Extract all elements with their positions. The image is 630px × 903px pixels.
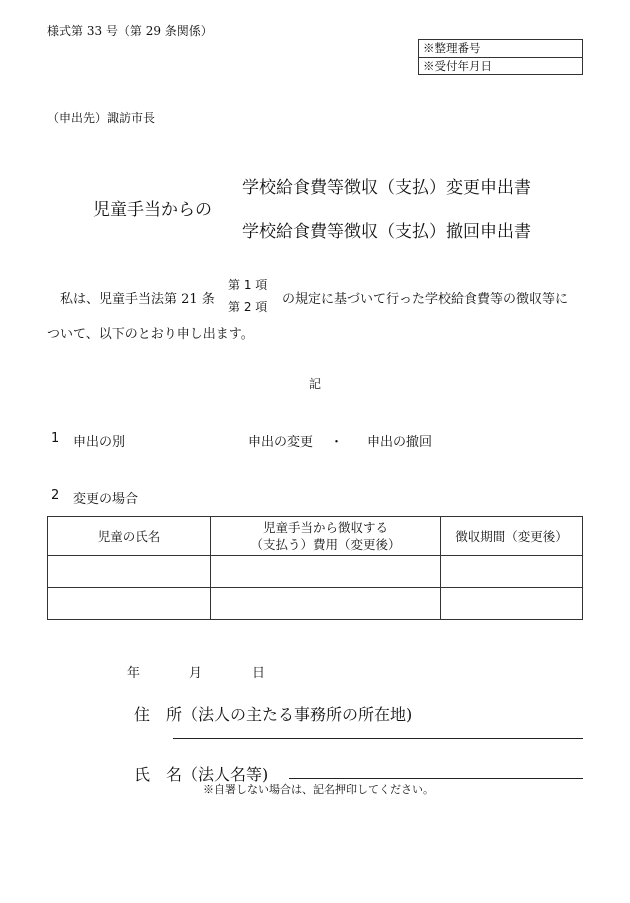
header-period: 徴収期間（変更後）: [441, 517, 583, 556]
header-fee-line1: 児童手当から徴収する: [262, 520, 388, 535]
clause-paragraph-2: 第 2 項: [228, 300, 268, 314]
address-line[interactable]: [173, 738, 583, 739]
option-withdraw[interactable]: 申出の撤回: [367, 435, 433, 450]
cell-child-name[interactable]: [48, 588, 211, 620]
intro-text-1: 私は、児童手当法第 21 条: [60, 292, 215, 307]
header-fee-line2: （支払う）費用（変更後）: [250, 537, 401, 552]
reception-number-cell: ※整理番号: [423, 41, 481, 55]
cell-fee[interactable]: [211, 588, 441, 620]
title-withdraw: 学校給食費等徴収（支払）撤回申出書: [242, 222, 531, 242]
address-label: 住 所（法人の主たる事務所の所在地): [134, 705, 413, 724]
intro-text-2: の規定に基づいて行った学校給食費等の徴収等に: [282, 292, 569, 307]
change-table: [47, 516, 583, 620]
header-fee: [211, 517, 441, 556]
header-child-name: 児童の氏名: [48, 517, 211, 556]
section1-number: 1: [51, 431, 60, 446]
signature-note: ※自署しない場合は、記名押印してください。: [203, 783, 434, 796]
table-header-row: [48, 517, 583, 556]
date-month[interactable]: 月: [189, 666, 203, 681]
title-prefix: 児童手当からの: [93, 200, 212, 220]
reception-box: [418, 39, 583, 75]
reception-date-cell: ※受付年月日: [419, 57, 582, 74]
clause-paragraph-1: 第 1 項: [228, 278, 268, 292]
section2-label: 変更の場合: [73, 492, 139, 507]
title-change: 学校給食費等徴収（支払）変更申出書: [242, 178, 531, 198]
option-separator: ・: [330, 435, 344, 450]
option-change[interactable]: 申出の変更: [248, 435, 314, 450]
name-label: 氏 名（法人名等): [134, 765, 269, 784]
name-line[interactable]: [289, 778, 583, 779]
cell-period[interactable]: [441, 588, 583, 620]
cell-fee[interactable]: [211, 556, 441, 588]
section1-label: 申出の別: [73, 435, 126, 450]
date-day[interactable]: 日: [252, 666, 266, 681]
ki-heading: 記: [309, 377, 322, 391]
cell-child-name[interactable]: [48, 556, 211, 588]
intro-text-3: ついて、以下のとおり申し出ます。: [47, 327, 254, 342]
date-year[interactable]: 年: [127, 666, 141, 681]
cell-period[interactable]: [441, 556, 583, 588]
addressee: （申出先）諏訪市長: [47, 111, 156, 125]
table-row: [48, 588, 583, 620]
table-row: [48, 556, 583, 588]
section2-number: 2: [51, 488, 60, 503]
form-number: 様式第 33 号（第 29 条関係）: [47, 24, 213, 38]
